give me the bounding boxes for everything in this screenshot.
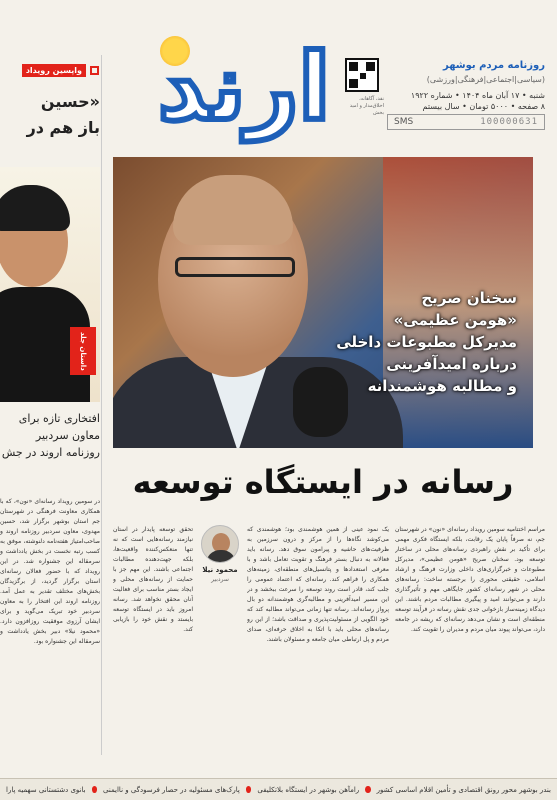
masthead [110, 0, 557, 150]
bullet-icon [246, 786, 251, 793]
paper-name: روزنامه مردم بوشهر [442, 60, 545, 71]
photo-caption[interactable] [307, 287, 517, 397]
left-subheadline[interactable]: افتخاری تازه برای معاون سردبیر روزنامه اروند در جش [1, 412, 100, 459]
author-name: محمود نیلا [202, 566, 238, 574]
issue-meta: ۸ صفحه • ۵۰۰۰ تومان • سال بیستم [422, 102, 545, 111]
article-column-right: مراسم اختتامیه سومین رویداد رسانه‌ای «نون» در شهرستان جم، نه صرفاً پایان یک رقابت، بلکه ایستگاه فکری مهمی برای تأکید بر نقش راهبردی رسانه‌های محلی در ساختار توسعه بود. سخنان صریح «هومن عظیمی»، مدیرکل مطبوعات و خبرگزاری‌های داخلی وزارت فرهنگ و ارشاد اسلامی، حقیقتی محوری را برجسته ساخت: رسانه‌های محلی در شهر رسانه‌ای کشور جایگاهی مهم و تأثیرگذاری دارند و می‌توانند امید و پیگیری مطالبات مردم باشند. این دیدگاه زمینه‌ساز بازخوانی جدی نقش رسانه در فرآیند توسعه منطقه‌ای است و نشان می‌دهد رسانه‌ای که ریشه در جامعه دارد، می‌تواند پیوند میان مردم و مدیران را تقویت کند. [395, 526, 545, 633]
bullet-icon [365, 786, 370, 793]
left-portrait-photo [0, 167, 100, 402]
newspaper-logo[interactable] [120, 32, 330, 144]
sms-box [387, 114, 545, 130]
sms-label: SMS [394, 117, 414, 127]
ticker-item[interactable]: رامآهن بوشهر در ایستگاه بلاتکلیفی [257, 785, 360, 794]
square-icon [90, 66, 99, 75]
cover-story-badge: داستان جلد [70, 327, 96, 375]
left-headline[interactable] [0, 89, 100, 141]
caption-line-1: سخنان صریح [421, 289, 517, 307]
sms-number: 100000631 [480, 117, 538, 127]
bottom-ticker [0, 778, 557, 800]
ticker-item[interactable]: بندر بوشهر محور رونق اقتصادی و تأمین اقلام اساسی کشور [376, 785, 551, 794]
ticker-item[interactable]: بانوی دشتستانی سهمیه پارا [6, 785, 86, 794]
author-box [198, 525, 242, 583]
glasses-icon [175, 257, 295, 277]
author-role: سردبیر [211, 576, 229, 583]
article-column-middle: یک نمود عینی از همین هوشمندی بود؛ هوشمندی که می‌کوشد نگاه‌ها را از مرکز و درون سرزمین به ظرفیت‌های حاشیه و پیرامون سوق دهد. رسانه باید فعالانه به دنبال بستر فرهنگ و تقویت تعامل باشد و با معرفی استعدادها و پتانسیل‌های منطقه‌ای، زمینه‌های همکاری را فراهم کند. رسانه‌ای که اعتماد عمومی را جلب کند، قادر است روند توسعه را سرعت ببخشد و در این مسیر امیدآفرینی و مطالبه‌گری هوشمندانه دو بال پرواز رسانه‌اند. رسانه تنها زمانی می‌تواند مطالبه کند که خود الگویی از مسئولیت‌پذیری و صداقت باشد؛ از این رو رسانه‌های محلی باید با اتکا به اخلاق حرفه‌ای، صدای مردم و پل ارتباطی میان جامعه و مسئولان باشند. [247, 526, 389, 643]
caption-line-4: درباره امیدآفرینی [386, 355, 517, 373]
caption-line-5: و مطالبه هوشمندانه [367, 377, 517, 395]
bullet-icon [92, 786, 97, 793]
left-body-text: در سومین رویداد رسانه‌ای «نون»، که با همکاری معاونت فرهنگی در شهرستان جم استان بوشهر برگزار شد، حسین مهدوی، معاون سردبیر روزنامه اروند و صاحب‌امتیاز هفته‌نامه دلنوشته، موفق به کسب رتبه نخست در بخش یادداشت و سرمقاله این جشنواره شد. در این رویداد که با حضور فعالان رسانه‌ای استان برگزار گردید، از برگزیدگان بخش‌های مختلف تقدیر به عمل آمد. روزنامه اروند این افتخار را به معاون سردبیر خود تبریک می‌گوید و برای ایشان آرزوی موفقیت روزافزون دارد. «محمود نیلا» دبیر بخش یادداشت و سرمقاله این جشنواره بود. [0, 498, 100, 645]
qr-code-icon [345, 58, 379, 92]
latest-event-label: واپسین رویداد [22, 64, 86, 77]
author-avatar [201, 525, 239, 563]
main-headline[interactable]: رسانه در ایستگاه توسعه [132, 463, 514, 501]
logo-text: ارند [157, 34, 330, 141]
tagline: نقد، آگاهانه، اخلاق‌مدار و امید بخش [349, 96, 384, 116]
latest-event-flag [22, 61, 99, 79]
paper-sub: (سیاسی|اجتماعی|فرهنگی|ورزشی) [426, 75, 545, 84]
main-photo [113, 157, 533, 448]
left-headline-line-2: باز هم در [26, 118, 100, 137]
left-headline-line-1: «حسین [40, 92, 100, 111]
caption-line-2: «هومن عظیمی» [393, 311, 517, 329]
caption-line-3: مدیرکل مطبوعات داخلی [336, 333, 517, 351]
left-column [0, 55, 102, 755]
article-column-left: تحقق توسعه پایدار در استان نیازمند رسانه‌هایی است که نه تنها منعکس‌کننده واقعیت‌ها، بلکه جهت‌دهنده مطالبات اجتماعی باشند. این مهم جز با حمایت از رسانه‌های محلی و ایجاد بستر مناسب برای فعالیت آنان محقق نخواهد شد. رسانه امروز باید در ایستگاه توسعه بایستد و نقش خود را بازیابی کند. [113, 526, 193, 633]
issue-date: شنبه • ۱۷ آبان ماه ۱۴۰۴ • شماره ۱۹۲۲ [410, 91, 545, 100]
ticker-item[interactable]: پارک‌های مسئولیه در حصار فرسودگی و ناایمنی [103, 785, 240, 794]
